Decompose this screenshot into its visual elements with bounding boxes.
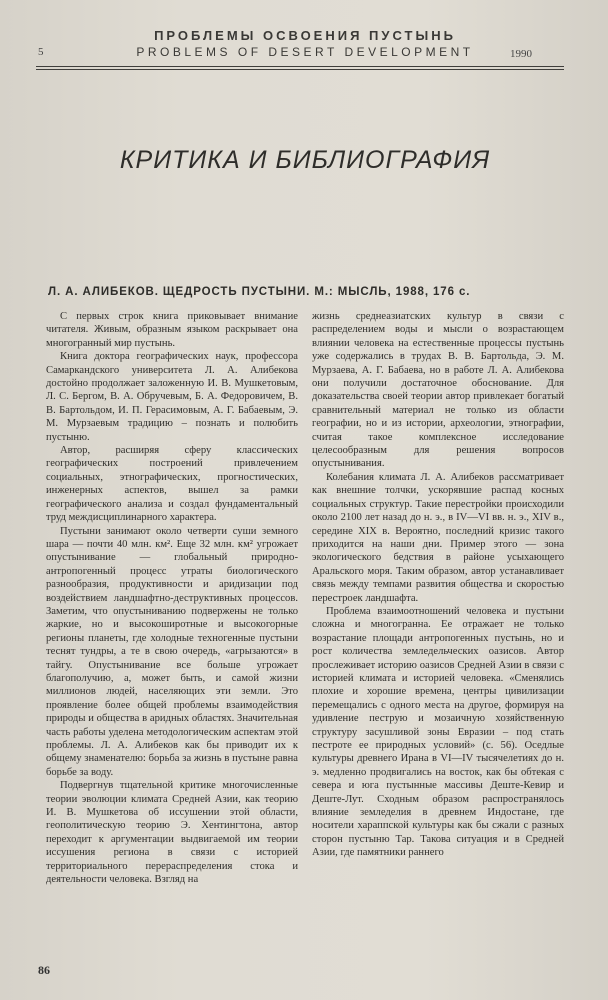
journal-title-english: PROBLEMS OF DESERT DEVELOPMENT	[136, 45, 474, 59]
paragraph: Подвергнув тщательной критике многочисленные теории эволюции климата Средней Азии, как теорию И. В. Мушкетова об иссушении этой области, геополитическую теорию Э. Хентингтона, автор переходит к аргументации выдвигаемой им теории иссушения региона в связи с историей территориального перераспределения стока и деятельности человека. Взгляд на	[46, 780, 298, 886]
running-head	[40, 28, 570, 59]
text-column-left	[46, 310, 298, 886]
page-number: 86	[38, 963, 50, 977]
issue-number: 5	[38, 46, 44, 58]
paragraph: Колебания климата Л. А. Алибеков рассматривает как внешние толчки, ускорявшие распад косных социальных структур. Такие перестройки происходили около 2100 лет назад до н. э., в IV—VI вв. н. э., XIV в., середине XIX в. Вероятно, последний кризис такого приходится на наши дни. Пример этого — зона экологического бедствия в районе усыхающего Аральского моря. Таким образом, автор устанавливает связь между темпами развития общества и скоростью перестроек ландшафта.	[312, 471, 564, 604]
text-column-right	[312, 310, 564, 860]
paragraph: Пустыни занимают около четверти суши земного шара — почти 40 млн. км². Еще 32 млн. км² угрожает опустынивание — глобальный природно-антропогенный процесс утраты биологического разнообразия, продуктивности и аридизации под воздействием ландшафтно-деструктивных процессов. Заметим, что опустыниванию подвержены не только жаркие, но и высокоширотные и высокогорные регионы планеты, где холодные техногенные пустыни теснят тундры, а те в свою очередь, «агрызаются» в тайгу. Опустынивание все больше угрожает благополучию, а, может быть, и самой жизни миллионов людей, населяющих эти земли. Это проявление более общей проблемы взаимодействия природы и общества в аридных областях. Значительная часть работы уделена методологическим аспектам этой проблемы. Л. А. Алибеков как бы приводит их к общему знаменателю: борьба за жизнь в пустыне равна борьбе за воду.	[46, 525, 298, 778]
header-rule	[36, 66, 564, 67]
paragraph: Автор, расширяя сферу классических географических построений привлечением социальных, этнографических, прогностических, инженерных аспектов, вышел за рамки географического анализа и создал фундаментальный труд междисциплинарного характера.	[46, 445, 298, 524]
paragraph: Книга доктора географических наук, профессора Самаркандского университета Л. А. Алибекова достойно продолжает заложенную И. В. Мушкетовым, Л. С. Бергом, В. А. Обручевым, Б. А. Федоровичем, В. В. Бартольдом, И. П. Герасимовым, А. Г. Бабаевым, Э. М. Мурзаевым традицию – познать и полюбить пустыню.	[46, 351, 298, 443]
section-title: КРИТИКА И БИБЛИОГРАФИЯ	[119, 146, 491, 174]
paragraph: жизнь среднеазиатских культур в связи с распределением воды и мысли о возрастающем влиянии человека на естественные процессы пустынь уже содержались в трудах В. В. Бартольда, Э. М. Мурзаева, А. Г. Бабаева, но в работе Л. А. Алибекова они получили достаточное обоснование. Для доказательства своей теории автор привлекает богатый сравнительный материал не только из области географии, но и из истории, археологии, этнографии, считая такое комплексное исследование целесообразным для решения вопросов опустынивания.	[312, 311, 564, 470]
header-rule-secondary	[36, 69, 564, 70]
paragraph: Проблема взаимоотношений человека и пустыни сложна и многогранна. Ее отражает не только возрастание площади антропогенных пустынь, но и рост количества земледельческих оазисов. Автор прослеживает историю оазисов Средней Азии в связи с историей климата и историей человека. «Сменялись плохие и хорошие времена, центры цивилизации перемещались с одного места на другое, формируя на удивление пеструю и мозаичную хозяйственную структуру засушливой зоны Евразии – под стать пестроте ее природных условий» (с. 56). Оседлые культуры древнего Ирана в VI—IV тысячелетиях до н. э. медленно продвигались на восток, как бы обтекая с севера и юга пустынные массивы Деште-Кевир и Деште-Лут. Сходным образом распространялось влияние земледелия в древнем Индостане, где носители хараппской культуры как бы сжали с разных сторон пустыню Тар. Такова ситуация и в Средней Азии, где памятники раннего	[312, 605, 564, 859]
review-heading: Л. А. АЛИБЕКОВ. ЩЕДРОСТЬ ПУСТЫНИ. М.: МЫСЛЬ, 1988, 176 с.	[48, 286, 471, 298]
journal-title-russian: ПРОБЛЕМЫ ОСВОЕНИЯ ПУСТЫНЬ	[154, 28, 456, 43]
issue-year: 1990	[510, 48, 532, 60]
paragraph: С первых строк книга приковывает внимание читателя. Живым, образным языком раскрывает она многогранный мир пустынь.	[46, 311, 298, 349]
